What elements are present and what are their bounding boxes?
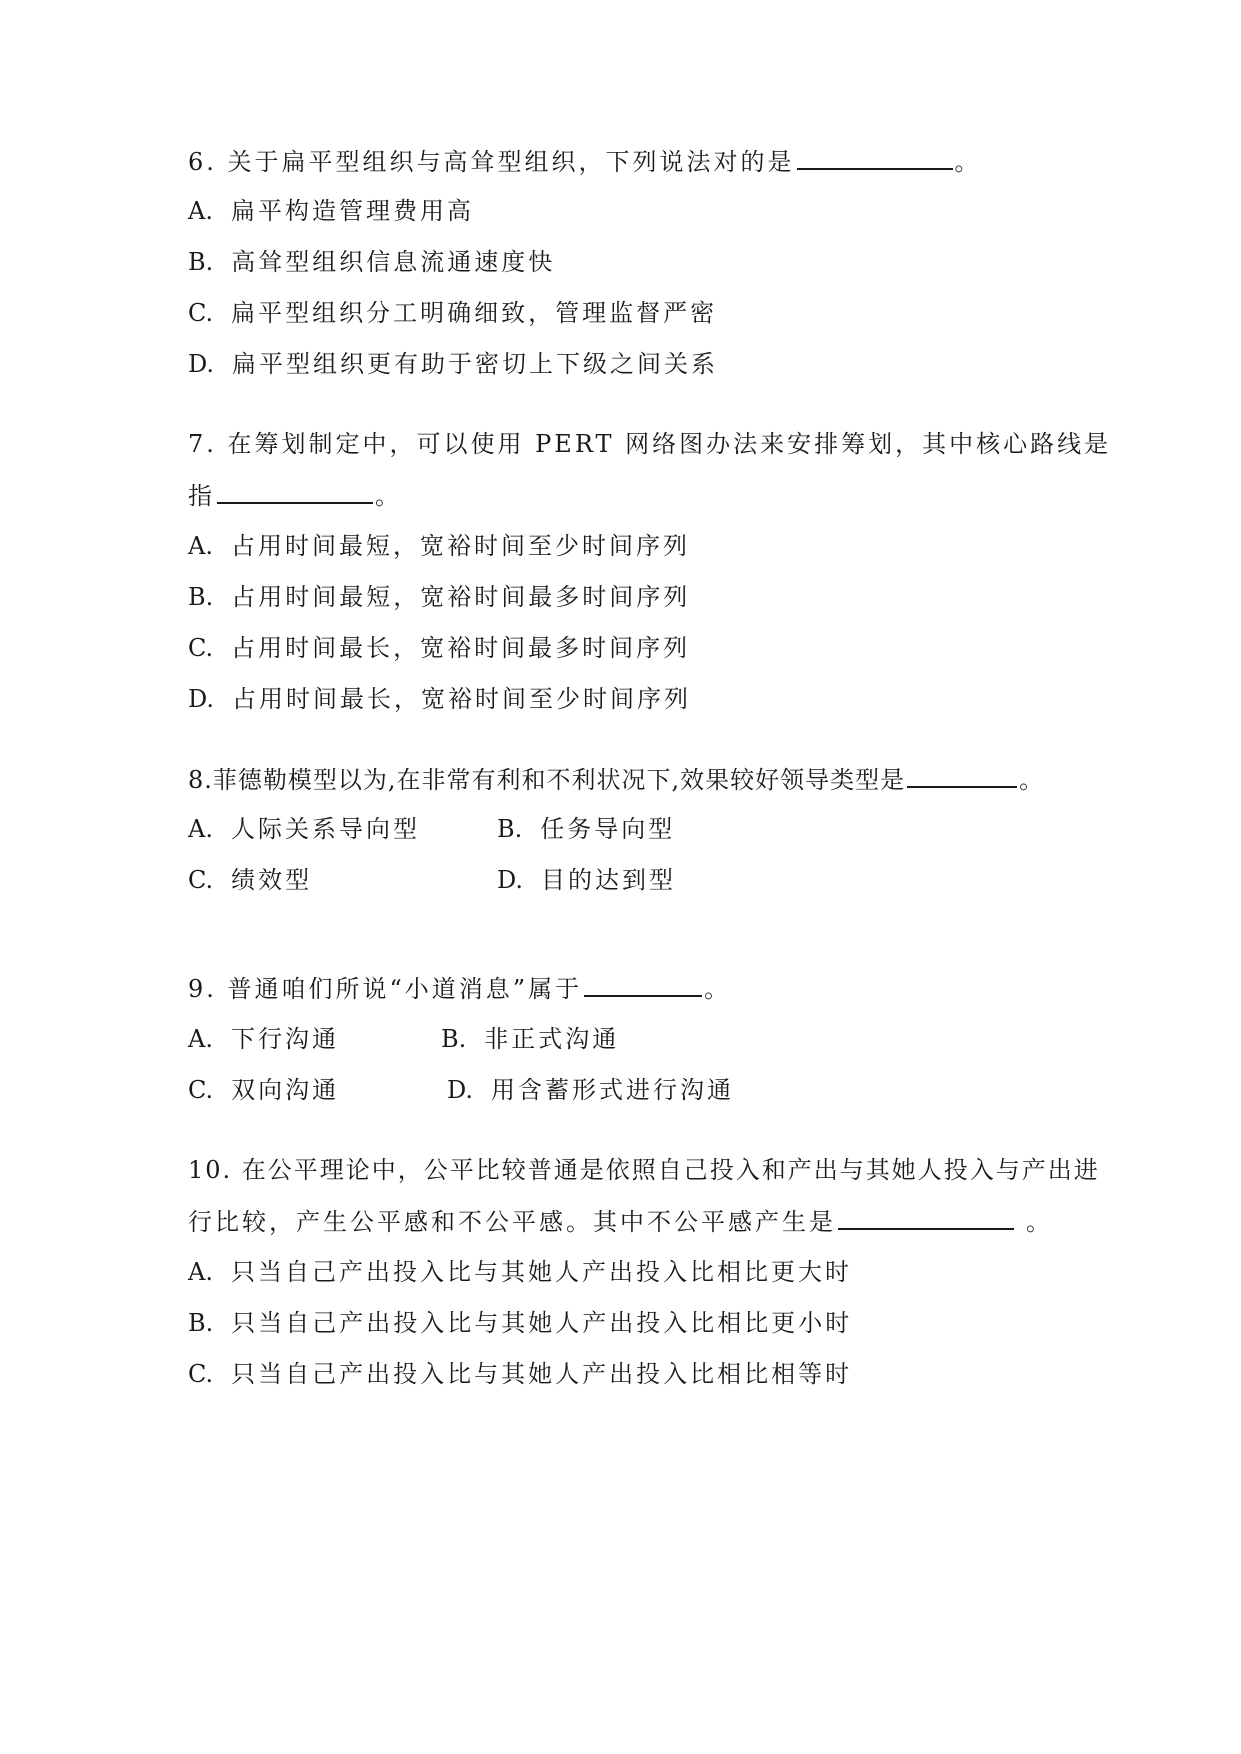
question-9-option-b: [441, 1024, 619, 1054]
question-8-end: 。: [1019, 766, 1045, 794]
question-8-stem: [188, 764, 1044, 795]
option-text: 人际关系导向型: [230, 815, 420, 843]
option-label: A.: [188, 1258, 213, 1286]
question-9-option-a: [188, 1024, 339, 1054]
answer-blank: [907, 764, 1017, 788]
option-label: A.: [188, 815, 213, 843]
option-label: B.: [188, 1309, 214, 1337]
question-9-text: 9. 普通咱们所说“小道消息”属于: [188, 975, 583, 1003]
question-6-stem: [188, 146, 982, 177]
option-label: B.: [441, 1025, 467, 1053]
option-text: 目的达到型: [541, 866, 677, 894]
question-9-stem: [188, 973, 731, 1004]
question-8-option-d: [497, 865, 676, 895]
option-text: 任务导向型: [540, 815, 676, 843]
question-7-text: 指: [188, 482, 215, 510]
question-10-end: 。: [1026, 1208, 1053, 1236]
option-label: C.: [188, 299, 214, 327]
question-6-option-d: [188, 349, 718, 379]
option-text: 双向沟通: [231, 1076, 340, 1104]
question-10-option-a: [188, 1257, 852, 1287]
question-6-option-b: [188, 247, 555, 277]
question-8-option-a: [188, 814, 420, 844]
option-text: 只当自己产出投入比与其她人产出投入比相比更大时: [230, 1258, 852, 1286]
question-10-stem-line1: 10. 在公平理论中，公平比较普通是依照自己投入和产出与其她人投入与产出进: [188, 1156, 1100, 1184]
option-label: A.: [188, 197, 213, 225]
option-label: A.: [188, 1025, 213, 1053]
option-text: 只当自己产出投入比与其她人产出投入比相比相等时: [231, 1360, 853, 1388]
question-9-option-d: [447, 1075, 734, 1105]
option-label: C.: [188, 866, 214, 894]
question-7-stem-line1: 7. 在筹划制定中，可以使用 PERT 网络图办法来安排筹划，其中核心路线是: [188, 430, 1112, 458]
question-9-option-c: [188, 1075, 339, 1105]
question-7-end: 。: [375, 482, 402, 510]
question-8-text: 8.菲德勒模型以为,在非常有利和不利状况下,效果较好领导类型是: [188, 766, 906, 794]
option-text: 扁平型组织更有助于密切上下级之间关系: [232, 350, 719, 378]
question-7-option-a: [188, 531, 690, 561]
question-10-text: 行比较，产生公平感和不公平感。其中不公平感产生是: [188, 1208, 836, 1236]
question-8-option-b: [497, 814, 675, 844]
option-label: C.: [188, 1076, 214, 1104]
question-6-end: 。: [954, 148, 982, 176]
question-7-stem-line2: [188, 480, 402, 511]
question-7-option-c: [188, 633, 690, 663]
answer-blank: [217, 480, 373, 504]
option-text: 占用时间最长，宽裕时间最多时间序列: [231, 634, 691, 662]
question-7-option-d: [188, 684, 691, 714]
option-label: C.: [188, 1360, 214, 1388]
option-text: 只当自己产出投入比与其她人产出投入比相比更小时: [231, 1309, 853, 1337]
option-label: B.: [188, 248, 214, 276]
option-text: 占用时间最短，宽裕时间至少时间序列: [230, 532, 690, 560]
question-10-stem-line2: [188, 1206, 1053, 1237]
question-9-end: 。: [704, 975, 732, 1003]
question-8-option-c: [188, 865, 312, 895]
answer-blank: [584, 973, 702, 997]
option-text: 下行沟通: [230, 1025, 339, 1053]
question-10-option-b: [188, 1308, 852, 1338]
option-label: D.: [447, 1076, 474, 1104]
option-text: 扁平型组织分工明确细致，管理监督严密: [231, 299, 718, 327]
option-text: 占用时间最长，宽裕时间至少时间序列: [232, 685, 692, 713]
option-label: D.: [188, 685, 215, 713]
option-text: 非正式沟通: [484, 1025, 620, 1053]
option-text: 占用时间最短，宽裕时间最多时间序列: [231, 583, 691, 611]
option-label: C.: [188, 634, 214, 662]
answer-blank: [838, 1206, 1014, 1230]
option-text: 高耸型组织信息流通速度快: [231, 248, 556, 276]
option-text: 扁平构造管理费用高: [230, 197, 474, 225]
option-label: D.: [497, 866, 524, 894]
option-label: B.: [497, 815, 523, 843]
option-text: 用含蓄形式进行沟通: [491, 1076, 735, 1104]
question-6-option-a: [188, 196, 474, 226]
option-text: 绩效型: [231, 866, 313, 894]
answer-blank: [797, 146, 953, 170]
question-6-option-c: [188, 298, 717, 328]
question-6-text: 6. 关于扁平型组织与高耸型组织，下列说法对的是: [188, 148, 795, 176]
question-7-option-b: [188, 582, 690, 612]
option-label: D.: [188, 350, 215, 378]
option-label: B.: [188, 583, 214, 611]
option-label: A.: [188, 532, 213, 560]
question-10-option-c: [188, 1359, 852, 1389]
